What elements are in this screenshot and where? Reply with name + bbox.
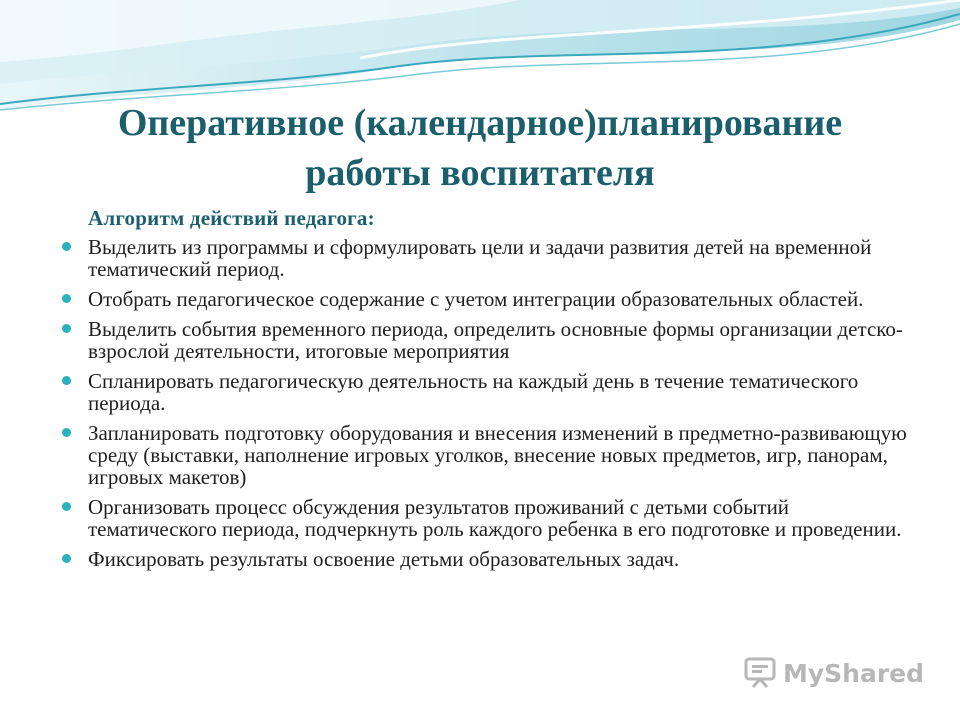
slide-title [40,98,920,198]
bullet-dot-icon [62,294,71,303]
bullet-dot-icon [62,554,71,563]
mysharred-watermark[interactable] [743,656,924,690]
bullet-dot-icon [62,324,71,333]
bullet-item [62,548,922,570]
bullet-dot-icon [62,502,71,511]
bullet-list [62,236,922,578]
bullet-text: Фиксировать результаты освоение детьми образовательных задач. [88,547,680,571]
bullet-text: Запланировать подготовку оборудования и внесения изменений в предметно-развивающую среду (выставки, наполнение игровых уголков, внесение новых предметов, игр, панорам, игровых макетов) [88,421,907,489]
bullet-text: Отобрать педагогическое содержание с учетом интеграции образовательных областей. [88,287,864,311]
bullet-dot-icon [62,428,71,437]
bullet-dot-icon [62,376,71,385]
bullet-item [62,236,922,280]
bullet-text: Организовать процесс обсуждения результатов проживаний с детьми событий тематического периода, подчеркнуть роль каждого ребенка в его подготовке и проведении. [88,495,902,541]
bullet-dot-icon [62,242,71,251]
bullet-item [62,422,922,488]
slide-subtitle: Алгоритм действий педагога: [88,206,375,230]
title-line-1: Оперативное (календарное)планирование [117,102,843,144]
bullet-item [62,288,922,310]
bullet-text: Выделить события временного периода, определить основные формы организации детско-взрослой деятельности, итоговые мероприятия [88,317,903,363]
bullet-item [62,496,922,540]
title-line-2: работы воспитателя [305,152,655,194]
bullet-text: Выделить из программы и сформулировать цели и задачи развития детей на временной тематический период. [88,235,872,281]
presentation-board-icon [743,656,777,690]
bullet-item [62,370,922,414]
bullet-item [62,318,922,362]
watermark-text: MyShared [782,658,924,688]
bullet-text: Спланировать педагогическую деятельность на каждый день в течение тематического периода. [88,369,859,415]
